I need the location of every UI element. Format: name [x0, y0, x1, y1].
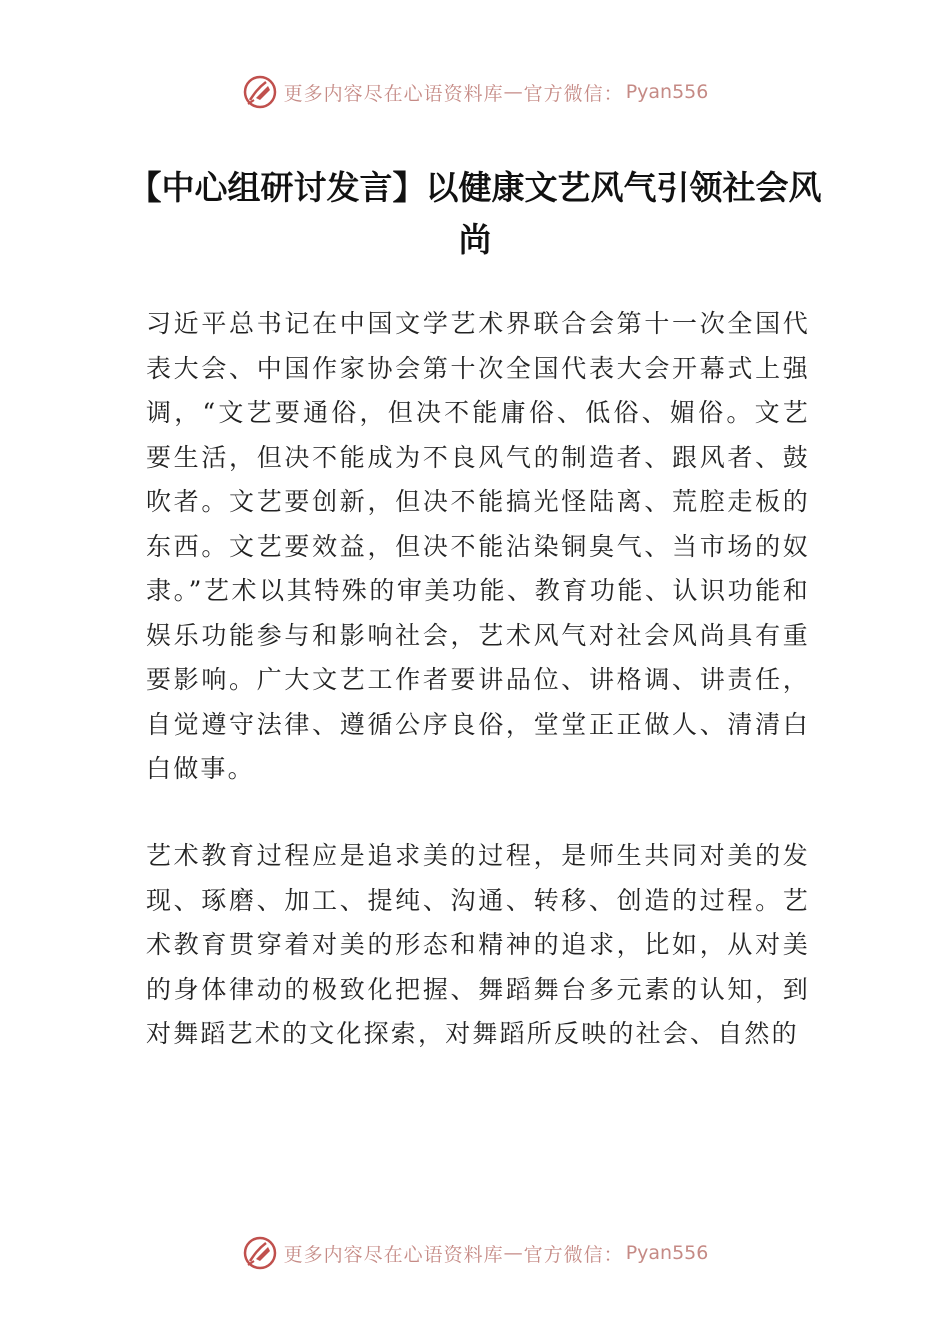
pen-logo-icon — [242, 1235, 278, 1271]
header-watermark — [0, 70, 950, 114]
watermark-separator: — — [503, 1242, 524, 1264]
document-title: 【中心组研讨发言】以健康文艺风气引领社会风尚 — [128, 168, 822, 259]
watermark-text: 更多内容尽在心语资料库 — [283, 1243, 504, 1266]
watermark-id: Pyan556 — [625, 81, 709, 103]
watermark-separator: — — [503, 81, 524, 103]
footer-watermark — [0, 1231, 950, 1275]
watermark-id: Pyan556 — [625, 1242, 709, 1264]
paragraph-1: 习近平总书记在中国文学艺术界联合会第十一次全国代表大会、中国作家协会第十次全国代表大会开幕式上强调，“文艺要通俗，但决不能庸俗、低俗、媚俗。文艺要生活，但决不能成为不良风气的制造者、跟风者、鼓吹者。文艺要创新，但决不能搞光怪陆离、荒腔走板的东西。文艺要效益，但决不能沾染铜臭气、当市场的奴隶。”艺术以其特殊的审美功能、教育功能、认识功能和娱乐功能参与和影响社会，艺术风气对社会风尚具有重要影响。广大文艺工作者要讲品位、讲格调、讲责任，自觉遵守法律、遵循公序良俗，堂堂正正做人、清清白白做事。 — [146, 309, 810, 783]
pen-logo-icon — [242, 74, 278, 110]
watermark-id-label: 官方微信： — [523, 82, 624, 105]
watermark-text: 更多内容尽在心语资料库 — [283, 82, 504, 105]
watermark-id-label: 官方微信： — [523, 1243, 624, 1266]
paragraph-2: 艺术教育过程应是追求美的过程，是师生共同对美的发现、琢磨、加工、提纯、沟通、转移、创造的过程。艺术教育贯穿着对美的形态和精神的追求，比如，从对美的身体律动的极致化把握、舞蹈舞台多元素的认知，到对舞蹈艺术的文化探索，对舞蹈所反映的社会、自然的 — [146, 841, 810, 1048]
